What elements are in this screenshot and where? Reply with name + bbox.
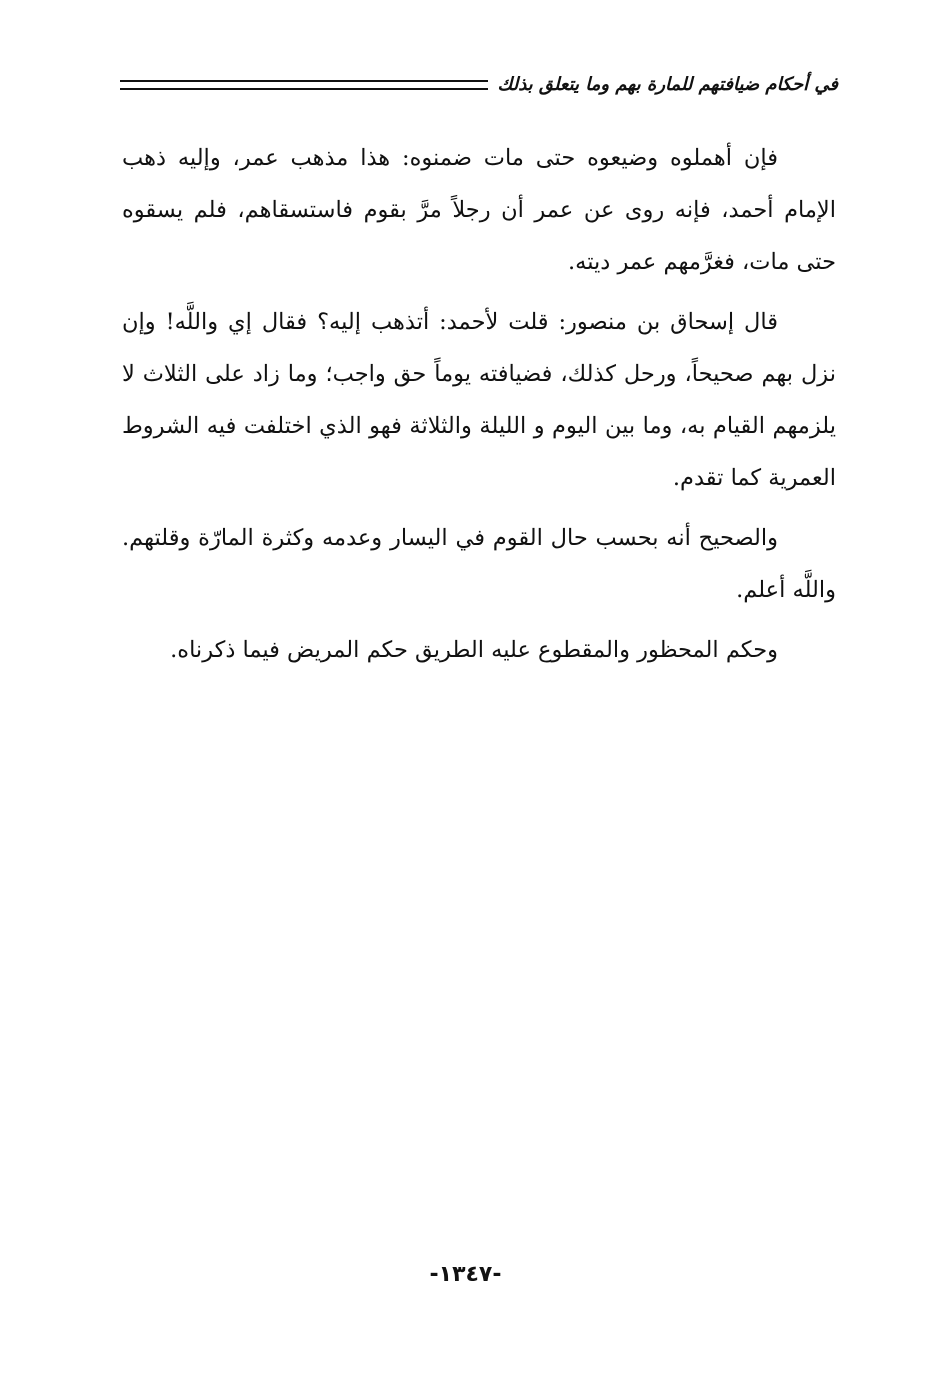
- header-double-rule: [120, 80, 488, 90]
- page-number: -١٣٤٧-: [429, 1262, 502, 1287]
- running-header: [120, 64, 838, 104]
- paragraph: والصحيح أنه بحسب حال القوم في اليسار وعدمه وكثرة المارّة وقلتهم. واللَّه أعلم.: [122, 525, 836, 603]
- paragraph: قال إسحاق بن منصور: قلت لأحمد: أتذهب إليه؟ فقال إي واللَّه! وإن نزل بهم صحيحاً، ورحل كذلك، فضيافته يوماً حق واجب؛ وما زاد على الثلاث لا يلزمهم القيام به، وما بين اليوم و الليلة والثلاثة فهو الذي اختلفت فيه الشروط العمرية كما تقدم.: [122, 309, 836, 491]
- body-text: [122, 132, 836, 684]
- paragraph: فإن أهملوه وضيعوه حتى مات ضمنوه: هذا مذهب عمر، وإليه ذهب الإمام أحمد، فإنه روى عن عمر أن رجلاً مرَّ بقوم فاستسقاهم، فلم يسقوه حتى مات، فغرَّمهم عمر ديته.: [122, 145, 836, 275]
- paragraph: وحكم المحظور والمقطوع عليه الطريق حكم المريض فيما ذكرناه.: [170, 637, 778, 663]
- running-header-title: في أحكام ضيافتهم للمارة بهم وما يتعلق بذلك: [497, 73, 838, 95]
